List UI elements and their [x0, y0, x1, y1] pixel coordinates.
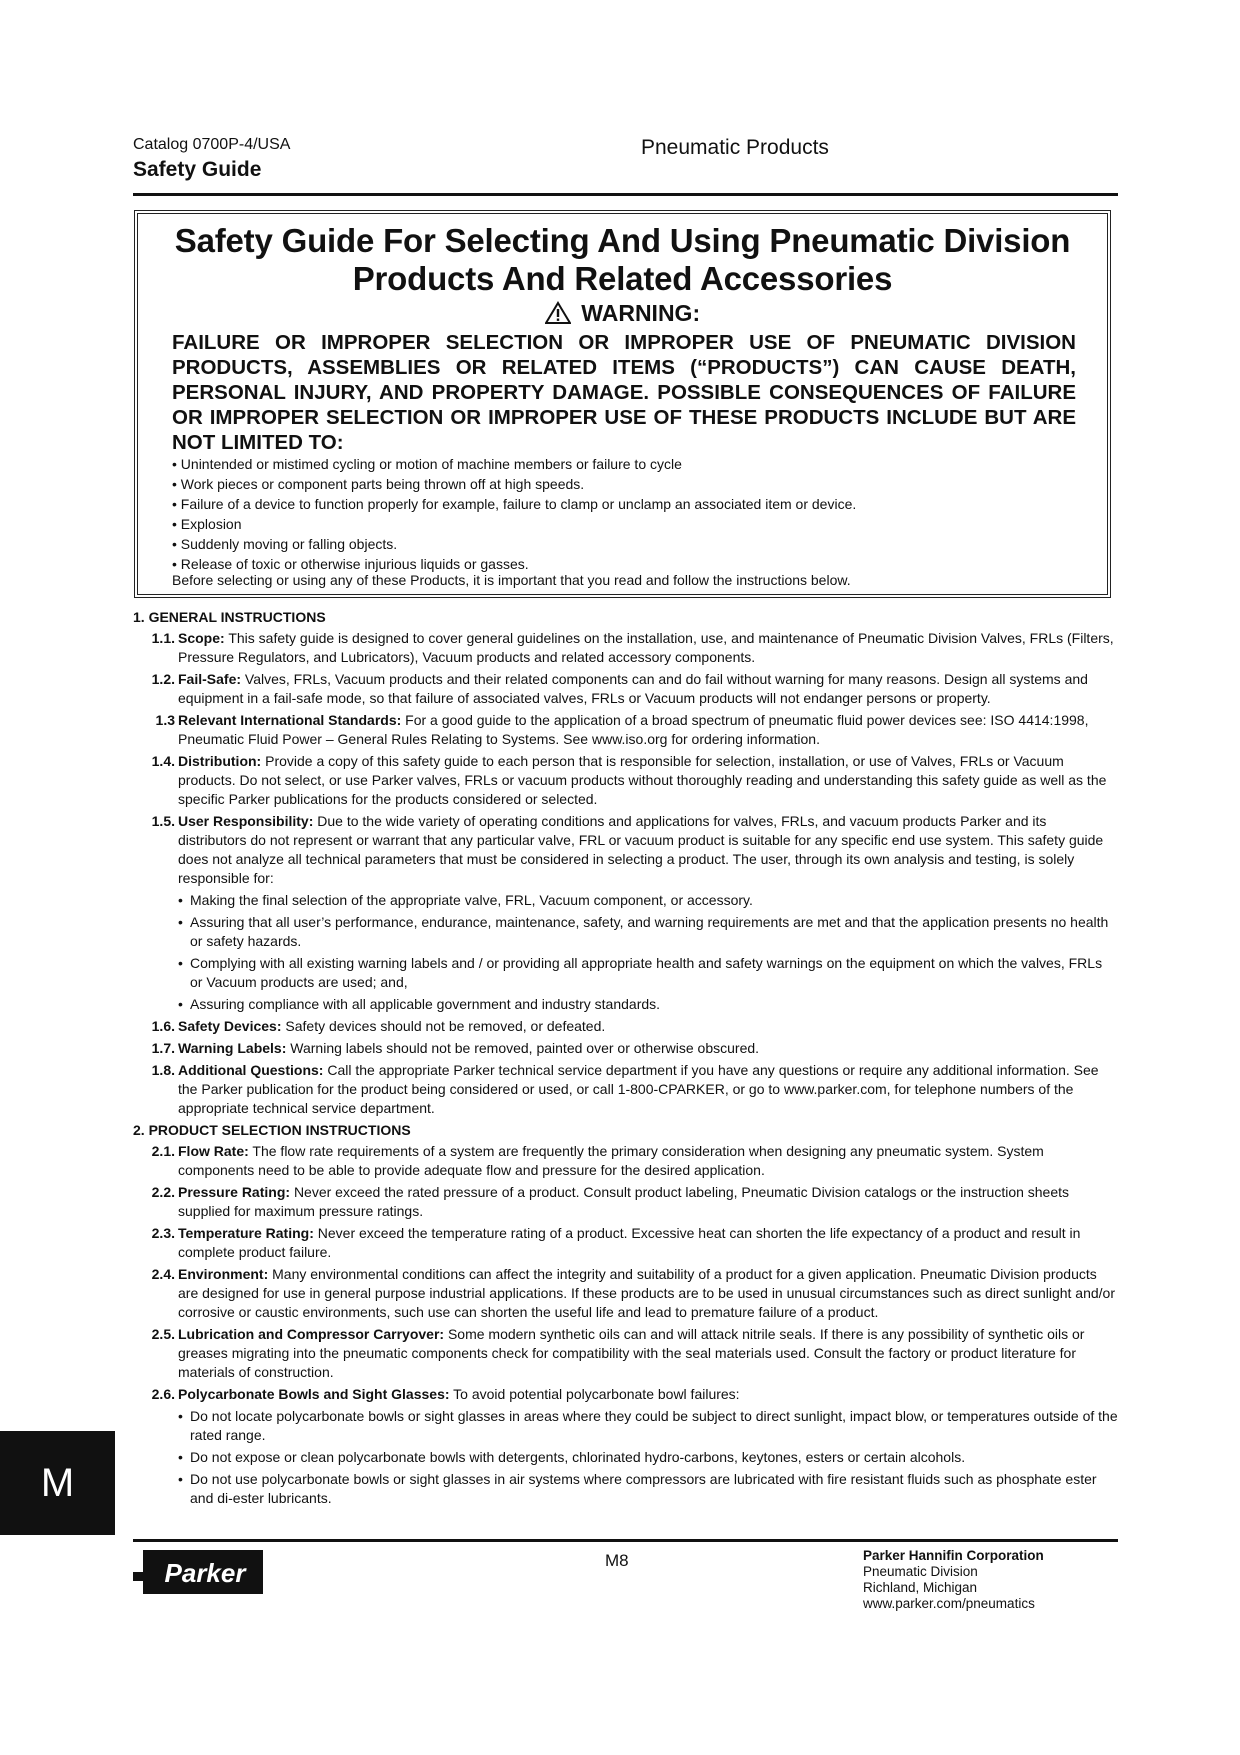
footer-rule [133, 1539, 1118, 1542]
list-item: • Assuring compliance with all applicable government and industry standards. [133, 995, 1118, 1014]
item-text: Call the appropriate Parker technical service department if you have any questions or require any additional information. See the Parker publication for the product being considered or used, or call 1-800-CPARKER, or go to www.parker.com, for telephone numbers of the appropriate technical service department. [178, 1062, 1099, 1116]
item-text: Warning labels should not be removed, painted over or otherwise obscured. [290, 1040, 760, 1056]
instruction-item [133, 629, 1118, 667]
instruction-item [133, 1385, 1118, 1404]
warning-text: FAILURE OR IMPROPER SELECTION OR IMPROPER USE OF PNEUMATIC DIVISION PRODUCTS, ASSEMBLIES OR RELATED ITEMS (“PRODUCTS”) CAN CAUSE DEATH, PERSONAL INJURY, AND PROPERTY DAMAGE. POSSIBLE CONSEQUENCES OF FAILURE OR IMPROPER SELECTION OR IMPROPER USE OF THESE PRODUCTS INCLUDE BUT ARE NOT LIMITED TO: [172, 331, 1076, 454]
item-text: For a good guide to the application of a broad spectrum of pneumatic fluid power devices see: ISO 4414:1998, Pneumatic Fluid Power – General Rules Relating to Systems. See www.iso.org for ordering information. [178, 712, 1089, 747]
item-number: 1.6. [151, 1018, 175, 1034]
instruction-item [133, 1017, 1118, 1036]
item-text: The flow rate requirements of a system are frequently the primary consideration when designing any pneumatic system. System components need to be able to provide adequate flow and pressure for the desired application. [178, 1143, 1044, 1178]
item-label: Distribution: [178, 753, 262, 769]
instructions-body [133, 606, 1118, 1511]
item-number: 2.2. [151, 1184, 175, 1200]
item-label: Flow Rate: [178, 1143, 249, 1159]
item-number: 1.1. [151, 630, 175, 646]
svg-text:Parker: Parker [164, 1558, 246, 1588]
item-number: 1.2. [151, 671, 175, 687]
item-number: 2.3. [151, 1225, 175, 1241]
item-text: Provide a copy of this safety guide to each person that is responsible for selection, installation, or use of Valves, FRLs or Vacuum products. Do not select, or use Parker valves, FRLs or vacuum products without thoroughly reading and understanding this safety guide as well as the specific Parker publications for the products considered or selected. [178, 753, 1107, 807]
page-header [133, 136, 1118, 186]
list-item: • Complying with all existing warning labels and / or providing all appropriate health and safety warnings on the equipment on which the valves, FRLs or Vacuum products are used; and, [133, 954, 1118, 992]
warning-box [134, 210, 1111, 598]
instruction-item [133, 812, 1118, 888]
warning-label: WARNING: [581, 300, 701, 326]
item-text: Never exceed the rated pressure of a product. Consult product labeling, Pneumatic Division catalogs or the instruction sheets supplied for maximum pressure ratings. [178, 1184, 1070, 1219]
list-item: • Do not locate polycarbonate bowls or sight glasses in areas where they could be subject to direct sunlight, impact blow, or temperatures outside of the rated range. [133, 1407, 1118, 1445]
item-label: Environment: [178, 1266, 269, 1282]
item-number: 1.5. [151, 813, 175, 829]
item-text: Many environmental conditions can affect the integrity and suitability of a product for a given application. Pneumatic Division products are designed for use in general purpose industrial applications. If these products are to be used in unusual circumstances such as direct sunlight and/or corrosive or caustic environments, such use can shorten the useful life and lead to premature failure of a product. [178, 1266, 1115, 1320]
consequence-list [172, 454, 1092, 574]
item-label: Pressure Rating: [178, 1184, 291, 1200]
instruction-item [133, 752, 1118, 809]
instruction-item [133, 1142, 1118, 1180]
title-line-2: Products And Related Accessories [352, 260, 893, 297]
item-text: Some modern synthetic oils can and will attack nitrile seals. If there is any possibility of synthetic oils or greases migrating into the pneumatic components check for compatibility with the seal materials used. Consult the factory or product literature for materials of construction. [178, 1326, 1085, 1380]
item-number: 2.4. [151, 1266, 175, 1282]
item-label: Lubrication and Compressor Carryover: [178, 1326, 445, 1342]
section-tab: M [0, 1431, 115, 1535]
company-name: Parker Hannifin Corporation [863, 1548, 1044, 1563]
item-label: Additional Questions: [178, 1062, 324, 1078]
list-item: • Do not use polycarbonate bowls or sight glasses in air systems where compressors are lubricated with fire resistant fluids such as phosphate ester and di-ester lubricants. [133, 1470, 1118, 1508]
document-title [138, 222, 1107, 298]
item-text: Valves, FRLs, Vacuum products and their related components can and do fail without warning for many reasons. Design all systems and equipment in a fail-safe mode, so that failure of associated valves, FRLs or Vacuum products will not endanger persons or property. [178, 671, 1088, 706]
instruction-item [133, 711, 1118, 749]
instruction-item [133, 1039, 1118, 1058]
item-number: 2.5. [151, 1326, 175, 1342]
list-item: • Release of toxic or otherwise injurious liquids or gasses. [172, 554, 1092, 574]
instruction-item [133, 670, 1118, 708]
item-text: Due to the wide variety of operating conditions and applications for valves, FRLs, and vacuum products Parker and its distributors do not represent or warrant that any particular valve, FRL or vacuum product is suitable for any specific end use system. This safety guide does not analyze all technical parameters that must be considered in selecting a product. The user, through its own analysis and testing, is solely responsible for: [178, 813, 1104, 886]
company-location: Richland, Michigan [863, 1580, 978, 1595]
item-text: To avoid potential polycarbonate bowl failures: [453, 1386, 740, 1402]
warning-heading [138, 300, 1107, 327]
list-item: • Unintended or mistimed cycling or motion of machine members or failure to cycle [172, 454, 1092, 474]
item-number: 1.8. [151, 1062, 175, 1078]
list-item: • Work pieces or component parts being thrown off at high speeds. [172, 474, 1092, 494]
company-block [863, 1548, 1044, 1612]
instruction-item [133, 1224, 1118, 1262]
list-item: • Suddenly moving or falling objects. [172, 534, 1092, 554]
product-line: Pneumatic Products [641, 136, 829, 159]
instruction-item [133, 1265, 1118, 1322]
item-label: Scope: [178, 630, 225, 646]
item-label: Warning Labels: [178, 1040, 287, 1056]
item-label: Safety Devices: [178, 1018, 282, 1034]
list-item: • Failure of a device to function properly for example, failure to clamp or unclamp an associated item or device. [172, 494, 1092, 514]
general-instructions-heading: 1. GENERAL INSTRUCTIONS [133, 609, 326, 625]
title-line-1: Safety Guide For Selecting And Using Pneumatic Division [174, 222, 1071, 259]
item-label: User Responsibility: [178, 813, 314, 829]
parker-logo [133, 1548, 265, 1596]
list-item: • Assuring that all user’s performance, endurance, maintenance, safety, and warning requirements are met and that the application presents no health or safety hazards. [133, 913, 1118, 951]
item-text: Safety devices should not be removed, or defeated. [285, 1018, 606, 1034]
item-label: Relevant International Standards: [178, 712, 402, 728]
division-name: Pneumatic Division [863, 1564, 978, 1579]
instruction-item [133, 1325, 1118, 1382]
item-number: 2.6. [151, 1386, 175, 1402]
item-number: 1.7. [151, 1040, 175, 1056]
header-rule [133, 193, 1118, 196]
page-number: M8 [605, 1551, 629, 1570]
warning-note: Before selecting or using any of these Products, it is important that you read and follow the instructions below. [172, 572, 851, 588]
instruction-item [133, 1061, 1118, 1118]
list-item: • Do not expose or clean polycarbonate bowls with detergents, chlorinated hydro-carbons, keytones, esters or certain alcohols. [133, 1448, 1118, 1467]
company-website: www.parker.com/pneumatics [863, 1596, 1035, 1611]
instruction-item [133, 1183, 1118, 1221]
item-text: Never exceed the temperature rating of a product. Excessive heat can shorten the life expectancy of a product and result in complete product failure. [178, 1225, 1081, 1260]
list-item: • Making the final selection of the appropriate valve, FRL, Vacuum component, or accessory. [133, 891, 1118, 910]
item-number: 1.4. [151, 753, 175, 769]
product-selection-heading: 2. PRODUCT SELECTION INSTRUCTIONS [133, 1122, 411, 1138]
warning-triangle-icon [545, 301, 571, 325]
catalog-number: Catalog 0700P-4/USA [133, 136, 291, 153]
item-number: 1.3 [155, 712, 175, 728]
item-number: 2.1. [151, 1143, 175, 1159]
section-title: Safety Guide [133, 158, 262, 181]
item-text: This safety guide is designed to cover general guidelines on the installation, use, and maintenance of Pneumatic Division Valves, FRLs (Filters, Pressure Regulators, and Lubricators), Vacuum products and related accessory components. [178, 630, 1114, 665]
item-label: Fail-Safe: [178, 671, 242, 687]
list-item: • Explosion [172, 514, 1092, 534]
item-label: Polycarbonate Bowls and Sight Glasses: [178, 1386, 450, 1402]
item-label: Temperature Rating: [178, 1225, 314, 1241]
